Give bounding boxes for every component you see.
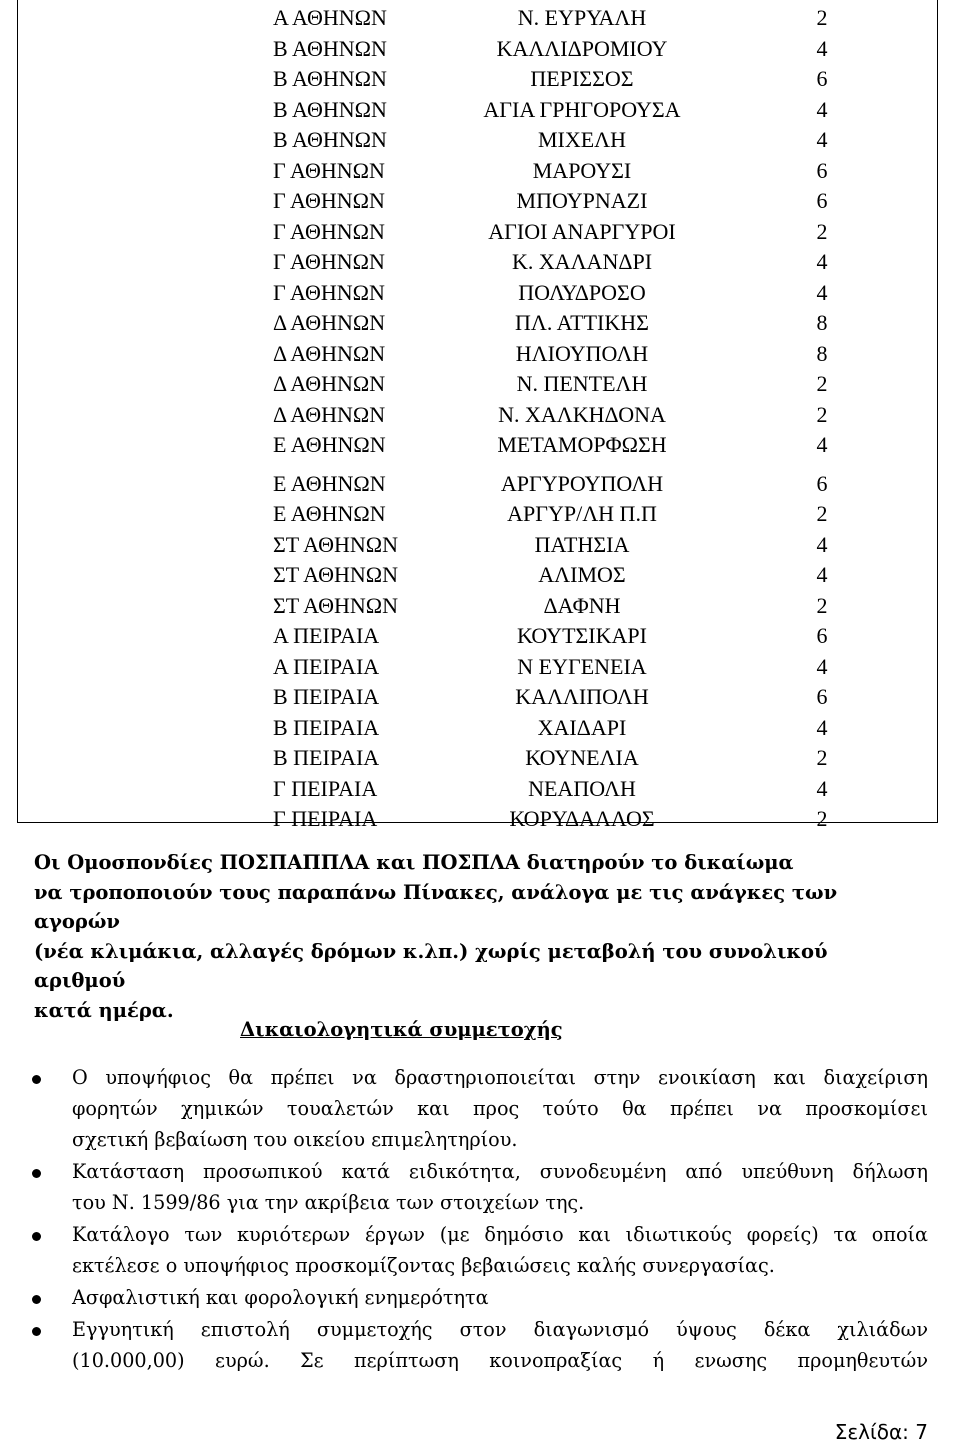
area-cell: Ε ΑΘΗΝΩΝ <box>273 432 386 457</box>
table-row <box>17 247 938 277</box>
requirement-line: Ο υποψήφιος θα πρέπει να δραστηριοποιείται στην ενοικίαση και διαχείριση <box>72 1066 928 1089</box>
requirement-line: Κατάλογο των κυριότερων έργων (με δημόσιο και ιδιωτικούς φορείς) τα οποία <box>72 1223 928 1246</box>
table-row <box>17 186 938 216</box>
area-cell: Β ΠΕΙΡΑΙΑ <box>273 745 380 770</box>
requirement-line: (10.000,00) ευρώ. Σε περίπτωση κοινοπραξίας ή ενωσης προμηθευτών <box>72 1349 928 1372</box>
table-row <box>17 3 938 33</box>
area-cell: Α ΑΘΗΝΩΝ <box>273 5 387 30</box>
area-cell: Ε ΑΘΗΝΩΝ <box>273 470 386 496</box>
place-cell: ΝΕΑΠΟΛΗ <box>528 775 636 801</box>
place-cell: Ν ΕΥΓΕΝΕΙΑ <box>517 653 647 679</box>
place-cell: ΧΑΙΔΑΡΙ <box>537 714 627 740</box>
area-cell: Β ΑΘΗΝΩΝ <box>273 35 387 61</box>
table-row <box>17 774 938 804</box>
page-number: Σελίδα: 7 <box>834 1420 928 1444</box>
table-row <box>17 804 938 834</box>
area-cell: ΣΤ ΑΘΗΝΩΝ <box>273 531 399 557</box>
bullet-icon <box>32 1169 41 1178</box>
place-cell: ΔΑΦΝΗ <box>543 592 621 618</box>
area-cell: Ε ΑΘΗΝΩΝ <box>273 501 386 526</box>
place-cell: Ν. ΠΕΝΤΕΛΗ <box>516 371 648 396</box>
area-cell: Δ ΑΘΗΝΩΝ <box>273 310 386 335</box>
count-cell: 2 <box>816 218 828 244</box>
count-cell: 2 <box>816 745 828 770</box>
count-cell: 4 <box>816 96 828 122</box>
count-cell: 2 <box>816 592 828 618</box>
area-cell: Γ ΠΕΙΡΑΙΑ <box>273 806 378 831</box>
area-cell: Γ ΑΘΗΝΩΝ <box>273 279 385 305</box>
vendors-table <box>17 0 938 831</box>
table-row <box>17 217 938 247</box>
count-cell: 6 <box>816 684 828 709</box>
place-cell: ΜΕΤΑΜΟΡΦΩΣΗ <box>497 432 667 457</box>
requirement-item <box>28 1314 928 1376</box>
place-cell: ΜΙΧΕΛΗ <box>537 127 627 152</box>
area-cell: Β ΑΘΗΝΩΝ <box>273 127 387 152</box>
count-cell: 4 <box>816 653 828 679</box>
table-row <box>17 339 938 369</box>
bullet-icon <box>32 1327 41 1336</box>
place-cell: ΜΠΟΥΡΝΑΖΙ <box>516 188 648 213</box>
count-cell: 6 <box>816 470 828 496</box>
requirement-line: σχετική βεβαίωση του οικείου επιμελητηρίου. <box>72 1128 518 1151</box>
table-row <box>17 591 938 621</box>
requirements-list <box>28 1062 928 1377</box>
area-cell: Δ ΑΘΗΝΩΝ <box>273 401 386 427</box>
requirement-item <box>28 1062 928 1155</box>
area-cell: Γ ΑΘΗΝΩΝ <box>273 218 385 244</box>
place-cell: ΑΓΙΑ ΓΡΗΓΟΡΟΥΣΑ <box>483 96 681 122</box>
requirement-item <box>28 1156 928 1218</box>
count-cell: 2 <box>816 806 828 831</box>
federation-note: Οι Ομοσπονδίες ΠΟΣΠΑΠΠΛΑ και ΠΟΣΠΛΑ διατηρούν το δικαίωμα να τροποποιούν τους παραπάνω Πίνακες, ανάλογα με τις ανάγκες των αγορών (νέα κλιμάκια, αλλαγές δρόμων κ.λπ.) χωρίς μεταβολή του συνολικού αριθμού κατά ημέρα. <box>34 851 838 1022</box>
place-cell: ΠΟΛΥΔΡΟΣΟ <box>518 279 646 305</box>
count-cell: 2 <box>816 5 828 30</box>
place-cell: ΠΕΡΙΣΣΟΣ <box>530 66 634 91</box>
count-cell: 6 <box>816 157 828 183</box>
requirement-line: φορητών χημικών τουαλετών και προς τούτο θα πρέπει να προσκομίσει <box>72 1097 928 1120</box>
bullet-icon <box>32 1295 41 1304</box>
place-cell: ΑΡΓΥΡ/ΛΗ Π.Π <box>507 501 657 526</box>
count-cell: 4 <box>816 562 828 587</box>
table-row <box>17 530 938 560</box>
place-cell: ΠΑΤΗΣΙΑ <box>534 531 630 557</box>
place-cell: Κ. ΧΑΛΑΝΔΡΙ <box>511 249 653 274</box>
table-row <box>17 34 938 64</box>
count-cell: 4 <box>816 249 828 274</box>
table-row <box>17 430 938 460</box>
table-row <box>17 621 938 651</box>
place-cell: Ν. ΕΥΡΥΑΛΗ <box>517 5 647 30</box>
table-row <box>17 369 938 399</box>
table-row <box>17 64 938 94</box>
place-cell: ΑΓΙΟΙ ΑΝΑΡΓΥΡΟΙ <box>488 218 676 244</box>
area-cell: Β ΑΘΗΝΩΝ <box>273 96 387 122</box>
place-cell: ΚΟΥΤΣΙΚΑΡΙ <box>517 623 647 648</box>
table-row <box>17 125 938 155</box>
table-row <box>17 499 938 529</box>
count-cell: 2 <box>816 371 828 396</box>
place-cell: ΗΛΙΟΥΠΟΛΗ <box>515 340 649 366</box>
count-cell: 2 <box>816 401 828 427</box>
area-cell: Α ΠΕΙΡΑΙΑ <box>273 653 380 679</box>
count-cell: 6 <box>816 623 828 648</box>
area-cell: Β ΑΘΗΝΩΝ <box>273 66 387 91</box>
requirement-line: του Ν. 1599/86 για την ακρίβεια των στοιχείων της. <box>72 1191 585 1214</box>
place-cell: ΚΟΥΝΕΛΙΑ <box>525 745 639 770</box>
table-row <box>17 560 938 590</box>
area-cell: Γ ΑΘΗΝΩΝ <box>273 188 385 213</box>
area-cell: ΣΤ ΑΘΗΝΩΝ <box>273 562 399 587</box>
area-cell: Α ΠΕΙΡΑΙΑ <box>273 623 380 648</box>
count-cell: 2 <box>816 501 828 526</box>
table-row <box>17 469 938 499</box>
count-cell: 4 <box>816 279 828 305</box>
bullet-icon <box>32 1232 41 1241</box>
table-row <box>17 713 938 743</box>
requirement-line: εκτέλεσε ο υποψήφιος προσκομίζοντας βεβαιώσεις καλής συνεργασίας. <box>72 1254 775 1277</box>
area-cell: Γ ΑΘΗΝΩΝ <box>273 157 385 183</box>
table-row <box>17 743 938 773</box>
table-row <box>17 400 938 430</box>
place-cell: ΚΑΛΛΙΠΟΛΗ <box>515 684 649 709</box>
requirement-line: Κατάσταση προσωπικού κατά ειδικότητα, συνοδευμένη από υπεύθυνη δήλωση <box>72 1160 928 1183</box>
requirement-line: Ασφαλιστική και φορολογική ενημερότητα <box>72 1286 489 1309</box>
place-cell: ΠΛ. ΑΤΤΙΚΗΣ <box>515 310 649 335</box>
place-cell: ΑΡΓΥΡΟΥΠΟΛΗ <box>500 470 664 496</box>
requirement-line: Εγγυητική επιστολή συμμετοχής στον διαγωνισμό ύψους δέκα χιλιάδων <box>72 1318 928 1341</box>
area-cell: Γ ΠΕΙΡΑΙΑ <box>273 775 378 801</box>
table-row <box>17 308 938 338</box>
area-cell: Δ ΑΘΗΝΩΝ <box>273 340 386 366</box>
table-row <box>17 95 938 125</box>
area-cell: Γ ΑΘΗΝΩΝ <box>273 249 385 274</box>
count-cell: 6 <box>816 66 828 91</box>
count-cell: 4 <box>816 775 828 801</box>
place-cell: ΚΑΛΛΙΔΡΟΜΙΟΥ <box>496 35 668 61</box>
table-row <box>17 682 938 712</box>
table-row <box>17 652 938 682</box>
count-cell: 6 <box>816 188 828 213</box>
table-row <box>17 278 938 308</box>
count-cell: 4 <box>816 432 828 457</box>
place-cell: ΑΛΙΜΟΣ <box>538 562 626 587</box>
table-row <box>17 156 938 186</box>
count-cell: 4 <box>816 35 828 61</box>
place-cell: ΜΑΡΟΥΣΙ <box>532 157 632 183</box>
area-cell: ΣΤ ΑΘΗΝΩΝ <box>273 592 399 618</box>
area-cell: Β ΠΕΙΡΑΙΑ <box>273 684 380 709</box>
area-cell: Δ ΑΘΗΝΩΝ <box>273 371 386 396</box>
count-cell: 4 <box>816 127 828 152</box>
count-cell: 8 <box>816 340 828 366</box>
bullet-icon <box>32 1075 41 1084</box>
place-cell: Ν. ΧΑΛΚΗΔΟΝΑ <box>498 401 666 427</box>
count-cell: 8 <box>816 310 828 335</box>
requirements-heading: Δικαιολογητικά συμμετοχής <box>240 1018 563 1041</box>
requirement-item <box>28 1219 928 1281</box>
area-cell: Β ΠΕΙΡΑΙΑ <box>273 714 380 740</box>
place-cell: ΚΟΡΥΔΑΛΛΟΣ <box>509 806 655 831</box>
count-cell: 4 <box>816 531 828 557</box>
count-cell: 4 <box>816 714 828 740</box>
requirement-item <box>28 1282 928 1313</box>
